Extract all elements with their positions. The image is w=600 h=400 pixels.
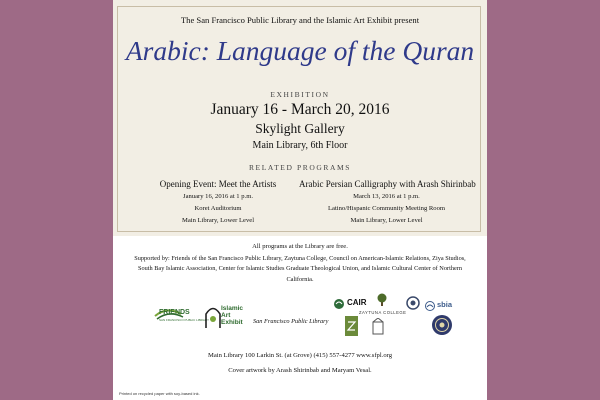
free-note: All programs at the Library are free. — [252, 243, 348, 250]
printed-note: Printed on recycled paper with soy-based ink. — [119, 391, 200, 396]
sbia-logo-text: sbia — [437, 300, 453, 309]
program-date: March 13, 2016 at 1 p.m. — [353, 193, 420, 200]
friends-logo-text: FRIENDS — [159, 309, 190, 316]
exhibition-dates: January 16 - March 20, 2016 — [210, 101, 390, 118]
friends-logo-subtext: SAN FRANCISCO PUBLIC LIBRARY — [159, 318, 209, 322]
zaytuna-logo — [359, 310, 419, 318]
sbia-logo — [425, 300, 465, 312]
ziya-emblem-icon — [345, 316, 358, 336]
program-location: Main Library, Lower Level — [350, 217, 423, 224]
presenter-line: The San Francisco Public Library and the Islamic Art Exhibit present — [180, 15, 420, 25]
supporters-text: Supported by: Friends of the San Francisco Public Library, Zaytuna College, Council on American-Islamic Relations, Ziya Studios, South Bay Islamic Association, Center for Islamic Studies Graduate Theological Union, and Islamic Cultural Center of Northern California. — [134, 255, 466, 283]
sfpl-logo-text: San Francisco Public Library — [253, 318, 329, 325]
arch-icon — [203, 303, 223, 329]
association-seal — [406, 296, 420, 310]
poster-title: Arabic: Language of the Quran — [125, 35, 475, 66]
cultural-center-seal-icon — [431, 314, 453, 336]
sfpl-logo — [253, 318, 333, 330]
cultural-center-logo — [431, 314, 453, 336]
library-address: Main Library 100 Larkin St. (at Grove) (415) 557-4277 www.sfpl.org — [207, 352, 393, 359]
program-venue: Koret Auditorium — [194, 205, 242, 212]
cis-logo — [371, 318, 385, 336]
program-calligraphy — [299, 177, 474, 227]
islamic-art-logo — [203, 301, 245, 335]
cair-emblem-icon — [333, 298, 345, 310]
sbia-emblem-icon — [425, 301, 435, 311]
zaytuna-emblem — [375, 293, 389, 307]
exhibition-gallery: Skylight Gallery — [255, 121, 345, 136]
related-programs-label: RELATED PROGRAMS — [248, 163, 352, 172]
program-date: January 16, 2016 at 1 p.m. — [183, 193, 253, 200]
exhibition-label: EXHIBITION — [270, 90, 330, 99]
islamic-art-logo-text: Islamic Art Exhibit — [221, 305, 244, 326]
olive-tree-icon — [375, 293, 389, 307]
program-venue: Latino/Hispanic Community Meeting Room — [327, 205, 446, 212]
artwork-credit: Cover artwork by Arash Shirinbab and Maryam Vesal. — [228, 367, 372, 374]
event-poster — [113, 0, 487, 400]
exhibition-panel — [113, 0, 487, 236]
cair-logo — [333, 297, 377, 311]
exhibition-floor: Main Library, 6th Floor — [252, 140, 348, 151]
program-title: Arabic Persian Calligraphy with Arash Shirinbab — [299, 179, 476, 189]
cair-logo-text: CAIR — [347, 298, 367, 307]
cis-emblem-icon — [371, 318, 385, 336]
program-title: Opening Event: Meet the Artists — [159, 179, 277, 189]
program-location: Main Library, Lower Level — [181, 217, 255, 224]
ziya-studios-logo — [345, 316, 358, 336]
program-opening — [143, 177, 293, 227]
zaytuna-logo-text: ZAYTUNA COLLEGE — [359, 310, 407, 315]
seal-icon — [406, 296, 420, 310]
